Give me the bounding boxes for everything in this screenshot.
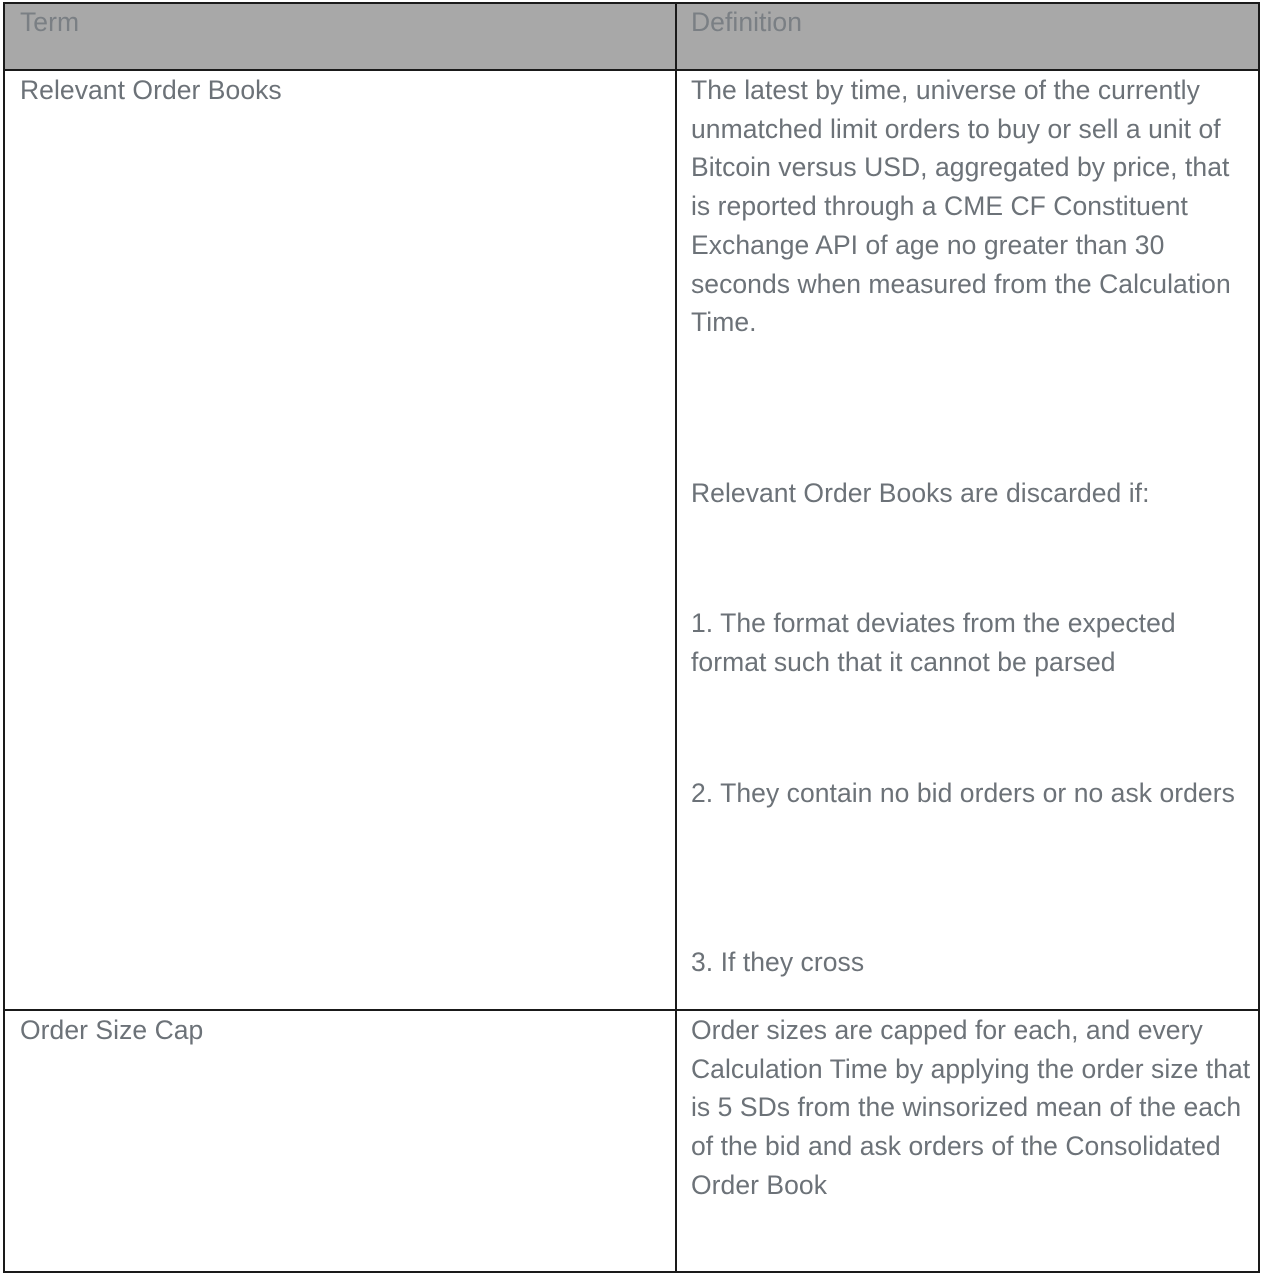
table-border-left (3, 2, 5, 1273)
table-border-bottom (3, 1271, 1260, 1273)
row1-definition-paragraph: 1. The format deviates from the expected format such that it cannot be parsed (691, 608, 1176, 677)
header-definition: Definition (691, 7, 802, 37)
table-column-divider (675, 2, 677, 1273)
header-term: Term (20, 7, 80, 37)
row1-definition-paragraph: 3. If they cross (691, 947, 865, 977)
row2-term: Order Size Cap (20, 1015, 204, 1045)
table-border-right (1258, 2, 1260, 1273)
row1-term: Relevant Order Books (20, 75, 282, 105)
row2-definition-paragraph: Order sizes are capped for each, and every Calculation Time by applying the order size that is 5 SDs from the winsorized mean of the each of the bid and ask orders of the Consolidated Order Book (691, 1015, 1251, 1200)
row1-definition-paragraph: Relevant Order Books are discarded if: (691, 478, 1150, 508)
row1-definition-paragraph: The latest by time, universe of the currently unmatched limit orders to buy or sell a unit of Bitcoin versus USD, aggregated by price, that is reported through a CME CF Constituent Exchange API of age no greater than 30 seconds when measured from the Calculation Time. (691, 75, 1231, 338)
row1-definition-paragraph: 2. They contain no bid orders or no ask orders (691, 778, 1235, 808)
